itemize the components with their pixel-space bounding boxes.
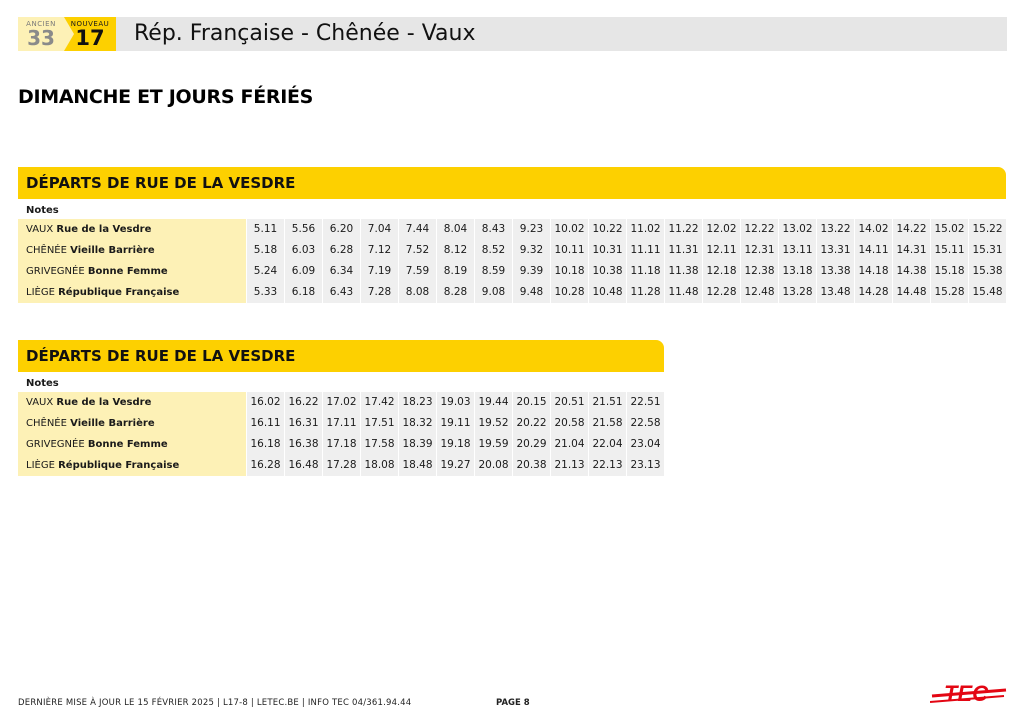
stop-label: Bonne Femme	[87, 439, 168, 450]
departure-time: 20.51	[551, 392, 588, 413]
departure-time: 15.48	[969, 282, 1006, 303]
departure-time: 15.38	[969, 261, 1006, 282]
departure-time: 11.28	[627, 282, 664, 303]
stop-label: République Française	[58, 460, 180, 471]
footer-info: DERNIÈRE MISE À JOUR LE 15 FÉVRIER 2025 | L17-8 | LETEC.BE | INFO TEC 04/361.94.44	[18, 698, 412, 708]
departure-time: 14.02	[855, 219, 892, 240]
departure-time: 12.31	[741, 240, 778, 261]
departure-time: 15.31	[969, 240, 1006, 261]
departure-time: 6.18	[285, 282, 322, 303]
table-row	[18, 455, 664, 476]
table-row	[18, 413, 664, 434]
departure-time: 16.31	[285, 413, 322, 434]
departure-time: 6.34	[323, 261, 360, 282]
new-line-number: 17	[75, 26, 105, 50]
departure-time: 13.31	[817, 240, 854, 261]
departure-time: 19.27	[437, 455, 474, 476]
departure-time: 19.44	[475, 392, 512, 413]
timetable	[18, 167, 1006, 303]
departure-time: 7.59	[399, 261, 436, 282]
timetable-rows	[18, 392, 664, 476]
stop-label: Rue de la Vesdre	[56, 397, 152, 408]
stop-city: CHÊNÉE	[26, 245, 71, 256]
table-row	[18, 240, 1006, 261]
departure-time: 7.28	[361, 282, 398, 303]
departure-time: 17.51	[361, 413, 398, 434]
departure-time: 10.18	[551, 261, 588, 282]
departure-time: 21.13	[551, 455, 588, 476]
departure-time: 9.32	[513, 240, 550, 261]
departure-time: 12.22	[741, 219, 778, 240]
departure-time: 10.48	[589, 282, 626, 303]
departure-time: 11.31	[665, 240, 702, 261]
departure-time: 13.48	[817, 282, 854, 303]
departure-time: 10.38	[589, 261, 626, 282]
departure-time: 11.11	[627, 240, 664, 261]
departure-time: 8.19	[437, 261, 474, 282]
stop-name	[18, 261, 246, 282]
departure-time: 8.43	[475, 219, 512, 240]
table-row	[18, 392, 664, 413]
departure-time: 17.28	[323, 455, 360, 476]
departure-time: 13.18	[779, 261, 816, 282]
departure-time: 8.28	[437, 282, 474, 303]
departure-time: 9.48	[513, 282, 550, 303]
stop-name	[18, 219, 246, 240]
departure-time: 14.38	[893, 261, 930, 282]
departure-time: 15.22	[969, 219, 1006, 240]
departure-time: 11.18	[627, 261, 664, 282]
departure-time: 23.04	[627, 434, 664, 455]
departure-time: 6.43	[323, 282, 360, 303]
stop-city: LIÈGE	[26, 460, 59, 471]
departure-time: 12.38	[741, 261, 778, 282]
departure-time: 12.48	[741, 282, 778, 303]
departure-time: 18.48	[399, 455, 436, 476]
departure-time: 6.09	[285, 261, 322, 282]
departure-time: 7.44	[399, 219, 436, 240]
old-line-badge	[18, 17, 64, 51]
departure-time: 23.13	[627, 455, 664, 476]
departure-time: 12.28	[703, 282, 740, 303]
departure-time: 14.11	[855, 240, 892, 261]
departure-time: 15.11	[931, 240, 968, 261]
departure-time: 19.18	[437, 434, 474, 455]
stop-name	[18, 434, 246, 455]
departure-time: 13.22	[817, 219, 854, 240]
stop-name	[18, 413, 246, 434]
departure-time: 17.18	[323, 434, 360, 455]
departure-time: 18.32	[399, 413, 436, 434]
departure-time: 14.22	[893, 219, 930, 240]
stop-label: République Française	[58, 287, 180, 298]
departure-time: 17.11	[323, 413, 360, 434]
departure-time: 21.58	[589, 413, 626, 434]
departure-time: 12.11	[703, 240, 740, 261]
departure-time: 7.19	[361, 261, 398, 282]
departure-time: 16.38	[285, 434, 322, 455]
page-number: PAGE 8	[496, 698, 530, 708]
departure-time: 11.48	[665, 282, 702, 303]
departure-time: 19.03	[437, 392, 474, 413]
departure-time: 12.18	[703, 261, 740, 282]
svg-text:TEC: TEC	[944, 681, 988, 706]
departure-time: 20.29	[513, 434, 550, 455]
notes-label: Notes	[26, 205, 59, 216]
departure-time: 19.11	[437, 413, 474, 434]
departure-time: 13.28	[779, 282, 816, 303]
departure-time: 9.23	[513, 219, 550, 240]
departure-time: 5.33	[247, 282, 284, 303]
departure-time: 5.24	[247, 261, 284, 282]
departure-time: 22.04	[589, 434, 626, 455]
departure-time: 10.02	[551, 219, 588, 240]
departure-time: 22.58	[627, 413, 664, 434]
departure-time: 6.28	[323, 240, 360, 261]
departure-time: 20.38	[513, 455, 550, 476]
timetable-header	[18, 340, 664, 372]
departure-time: 8.12	[437, 240, 474, 261]
departure-time: 22.51	[627, 392, 664, 413]
departure-time: 17.58	[361, 434, 398, 455]
stop-city: LIÈGE	[26, 287, 59, 298]
departure-time: 19.52	[475, 413, 512, 434]
table-row	[18, 261, 1006, 282]
stop-label: Rue de la Vesdre	[56, 224, 152, 235]
timetable-header	[18, 167, 1006, 199]
timetable-rows	[18, 219, 1006, 303]
departure-time: 8.59	[475, 261, 512, 282]
departure-time: 7.12	[361, 240, 398, 261]
timetable	[18, 340, 664, 476]
departure-time: 6.03	[285, 240, 322, 261]
departure-time: 20.08	[475, 455, 512, 476]
timetable-title: DÉPARTS DE RUE DE LA VESDRE	[26, 347, 296, 365]
departure-time: 10.11	[551, 240, 588, 261]
departure-time: 17.02	[323, 392, 360, 413]
departure-time: 21.04	[551, 434, 588, 455]
departure-time: 5.11	[247, 219, 284, 240]
departure-time: 16.22	[285, 392, 322, 413]
departure-time: 16.28	[247, 455, 284, 476]
departure-time: 5.56	[285, 219, 322, 240]
departure-time: 7.52	[399, 240, 436, 261]
departure-time: 11.02	[627, 219, 664, 240]
departure-time: 17.42	[361, 392, 398, 413]
departure-time: 11.22	[665, 219, 702, 240]
departure-time: 22.13	[589, 455, 626, 476]
chevron-divider-icon	[64, 17, 74, 51]
departure-time: 20.22	[513, 413, 550, 434]
departure-time: 14.31	[893, 240, 930, 261]
departure-time: 18.39	[399, 434, 436, 455]
departure-time: 18.23	[399, 392, 436, 413]
departure-time: 16.18	[247, 434, 284, 455]
notes-label: Notes	[26, 378, 59, 389]
departure-time: 7.04	[361, 219, 398, 240]
stop-city: GRIVEGNÉE	[26, 439, 88, 450]
table-row	[18, 219, 1006, 240]
departure-time: 16.02	[247, 392, 284, 413]
departure-time: 14.18	[855, 261, 892, 282]
new-line-label: NOUVEAU	[70, 20, 110, 28]
stop-name	[18, 240, 246, 261]
stop-name	[18, 282, 246, 303]
departure-time: 15.02	[931, 219, 968, 240]
departure-time: 8.04	[437, 219, 474, 240]
departure-time: 21.51	[589, 392, 626, 413]
departure-time: 14.48	[893, 282, 930, 303]
departure-time: 14.28	[855, 282, 892, 303]
tec-logo-icon	[930, 679, 1008, 709]
table-row	[18, 282, 1006, 303]
stop-label: Bonne Femme	[87, 266, 168, 277]
departure-time: 20.15	[513, 392, 550, 413]
route-title: Rép. Française - Chênée - Vaux	[134, 21, 476, 46]
stop-label: Vieille Barrière	[70, 418, 155, 429]
departure-time: 8.08	[399, 282, 436, 303]
stop-city: VAUX	[26, 224, 57, 235]
departure-time: 16.11	[247, 413, 284, 434]
stop-name	[18, 455, 246, 476]
departure-time: 10.31	[589, 240, 626, 261]
departure-time: 13.38	[817, 261, 854, 282]
departure-time: 15.28	[931, 282, 968, 303]
section-title: DIMANCHE ET JOURS FÉRIÉS	[18, 86, 314, 108]
departure-time: 5.18	[247, 240, 284, 261]
departure-time: 19.59	[475, 434, 512, 455]
departure-time: 15.18	[931, 261, 968, 282]
stop-city: VAUX	[26, 397, 57, 408]
stop-city: CHÊNÉE	[26, 418, 71, 429]
old-line-label: ANCIEN	[26, 20, 56, 28]
table-row	[18, 434, 664, 455]
departure-time: 8.52	[475, 240, 512, 261]
departure-time: 10.22	[589, 219, 626, 240]
departure-time: 13.11	[779, 240, 816, 261]
departure-time: 18.08	[361, 455, 398, 476]
departure-time: 6.20	[323, 219, 360, 240]
old-line-number: 33	[27, 26, 55, 50]
departure-time: 10.28	[551, 282, 588, 303]
timetable-title: DÉPARTS DE RUE DE LA VESDRE	[26, 174, 296, 192]
stop-city: GRIVEGNÉE	[26, 266, 88, 277]
departure-time: 20.58	[551, 413, 588, 434]
departure-time: 13.02	[779, 219, 816, 240]
departure-time: 11.38	[665, 261, 702, 282]
stop-name	[18, 392, 246, 413]
departure-time: 16.48	[285, 455, 322, 476]
departure-time: 12.02	[703, 219, 740, 240]
stop-label: Vieille Barrière	[70, 245, 155, 256]
departure-time: 9.39	[513, 261, 550, 282]
departure-time: 9.08	[475, 282, 512, 303]
